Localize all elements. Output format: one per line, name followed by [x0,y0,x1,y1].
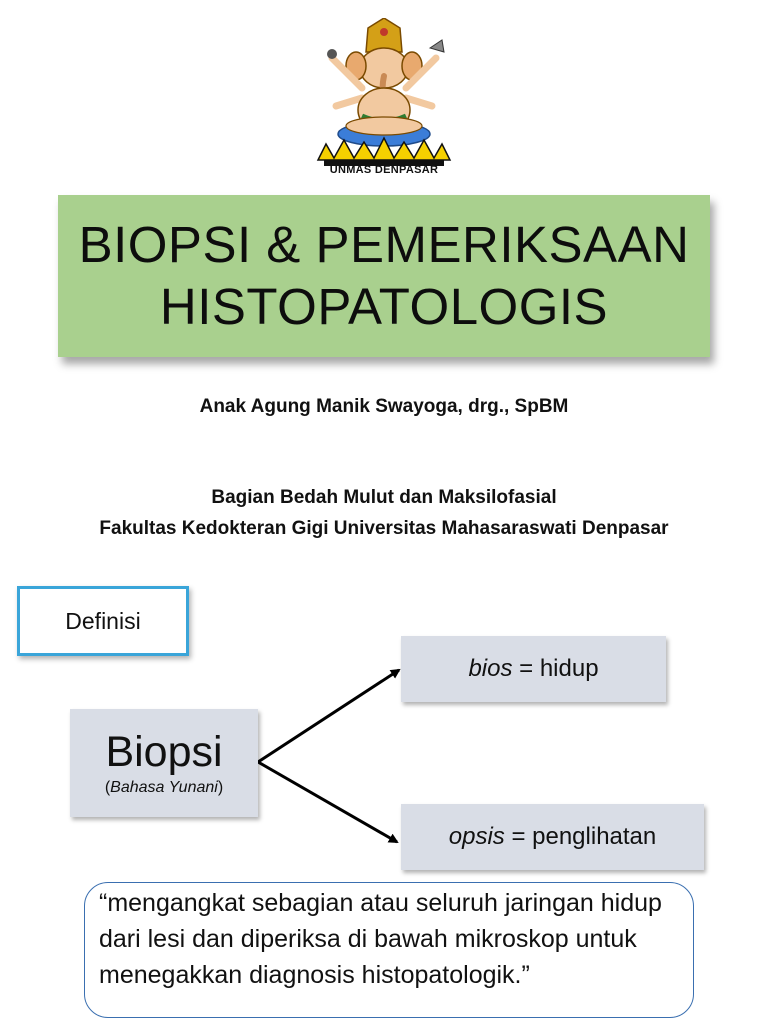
title-line-2: HISTOPATOLOGIS [159,278,609,335]
author-name: Anak Agung Manik Swayoga, drg., SpBM [199,396,569,417]
term-word: Biopsi [105,728,223,776]
definition-label: Definisi [65,607,141,634]
bios-meaning: = hidup [519,655,599,682]
bios-word: bios [468,655,513,682]
department-line-1: Bagian Bedah Mulut dan Maksilofasial [211,487,557,508]
logo-caption: UNMAS DENPASAR [329,164,439,176]
arrow-to-bios [258,670,399,762]
term-origin-text: Bahasa Yunani [110,779,218,796]
opsis-meaning: = penglihatan [511,823,657,850]
title-line-1: BIOPSI & PEMERIKSAAN [78,216,690,273]
term-box [70,709,258,817]
definition-quote: “mengangkat sebagian atau seluruh jaringan hidup dari lesi dan diperiksa di bawah mikroskop untuk menegakkan diagnosis histopatologik.” [84,882,694,1018]
department-line-2: Fakultas Kedokteran Gigi Universitas Mahasaraswati Denpasar [99,518,669,539]
bios-box [401,636,666,702]
opsis-box [401,804,704,870]
term-origin: (Bahasa Yunani) [104,779,224,796]
opsis-word: opsis [448,823,505,850]
arrow-to-opsis [258,762,397,842]
